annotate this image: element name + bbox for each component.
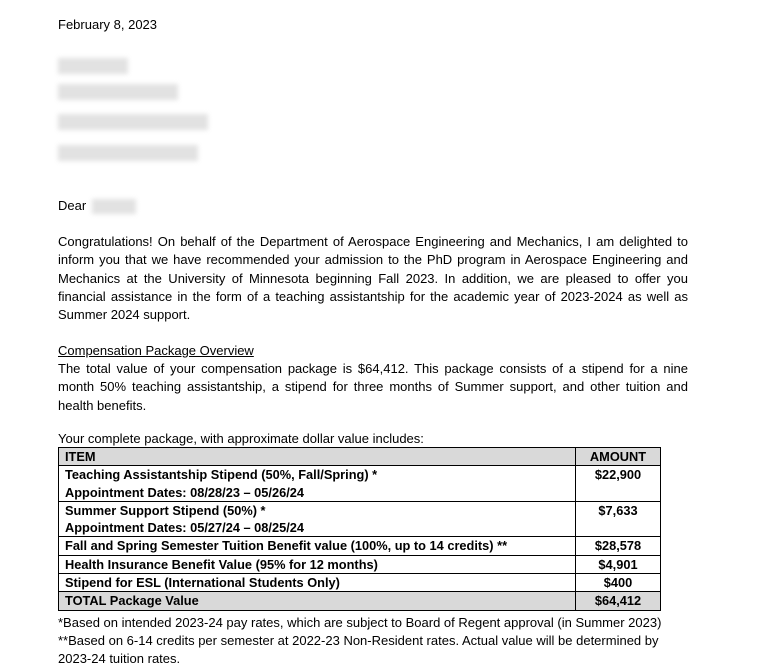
- overview-paragraph: The total value of your compensation package is $64,412. This package consists of a stipend for a nine month 50% teaching assistantship, a stipend for three months of Summer support, and other tuition and health benefits.: [58, 361, 688, 413]
- letter-date: February 8, 2023: [58, 17, 158, 32]
- footnote-1: *Based on intended 2023-24 pay rates, which are subject to Board of Regent approval (in Summer 2023): [58, 615, 662, 630]
- row-amount: $22,900: [576, 466, 661, 502]
- table-row: [59, 537, 661, 555]
- row-item-sub: Appointment Dates: 08/28/23 – 05/26/24: [65, 484, 304, 500]
- redacted-recipient-name: [92, 199, 136, 214]
- table-row: [59, 555, 661, 573]
- salutation: [58, 197, 86, 215]
- redacted-address-line-4: [58, 145, 198, 161]
- row-item: [59, 501, 576, 537]
- table-row: [59, 466, 661, 502]
- header-amount: AMOUNT: [576, 448, 661, 466]
- row-item: Stipend for ESL (International Students Only): [59, 574, 576, 592]
- compensation-table: [58, 447, 661, 611]
- total-label: TOTAL Package Value: [59, 592, 576, 610]
- row-amount: $7,633: [576, 501, 661, 537]
- table-header-row: [59, 448, 661, 466]
- intro-paragraph: Congratulations! On behalf of the Department of Aerospace Engineering and Mechanics, I am delighted to inform you that we have recommended your admission to the PhD program in Aerospace Engineering and Mechanics at the University of Minnesota beginning Fall 2023. In addition, we are pleased to offer you financial assistance in the form of a teaching assistantship for the academic year of 2023-2024 as well as Summer 2024 support.: [58, 234, 688, 323]
- footnote-2: **Based on 6-14 credits per semester at 2022-23 Non-Resident rates. Actual value will be determined by 2023-24 tuition rates.: [58, 633, 659, 666]
- redacted-address-line-3: [58, 114, 208, 130]
- overview-heading: Compensation Package Overview: [58, 343, 254, 358]
- table-total-row: [59, 592, 661, 610]
- table-row: [59, 574, 661, 592]
- row-item: [59, 466, 576, 502]
- row-item: Health Insurance Benefit Value (95% for 12 months): [59, 555, 576, 573]
- row-amount: $4,901: [576, 555, 661, 573]
- salutation-text: Dear: [58, 198, 87, 213]
- total-amount: $64,412: [576, 592, 661, 610]
- row-amount: $400: [576, 574, 661, 592]
- row-item-label: Teaching Assistantship Stipend (50%, Fall/Spring) *: [65, 467, 378, 483]
- row-item-label: Summer Support Stipend (50%) *: [65, 502, 266, 518]
- row-item-sub: Appointment Dates: 05/27/24 – 08/25/24: [65, 520, 304, 536]
- redacted-address-line-2: [58, 84, 178, 100]
- header-item: ITEM: [59, 448, 576, 466]
- row-item: Fall and Spring Semester Tuition Benefit value (100%, up to 14 credits) **: [59, 537, 576, 555]
- footnotes: [58, 614, 688, 668]
- package-intro: Your complete package, with approximate dollar value includes:: [58, 431, 424, 446]
- table-row: [59, 501, 661, 537]
- row-amount: $28,578: [576, 537, 661, 555]
- redacted-address-line-1: [58, 58, 128, 74]
